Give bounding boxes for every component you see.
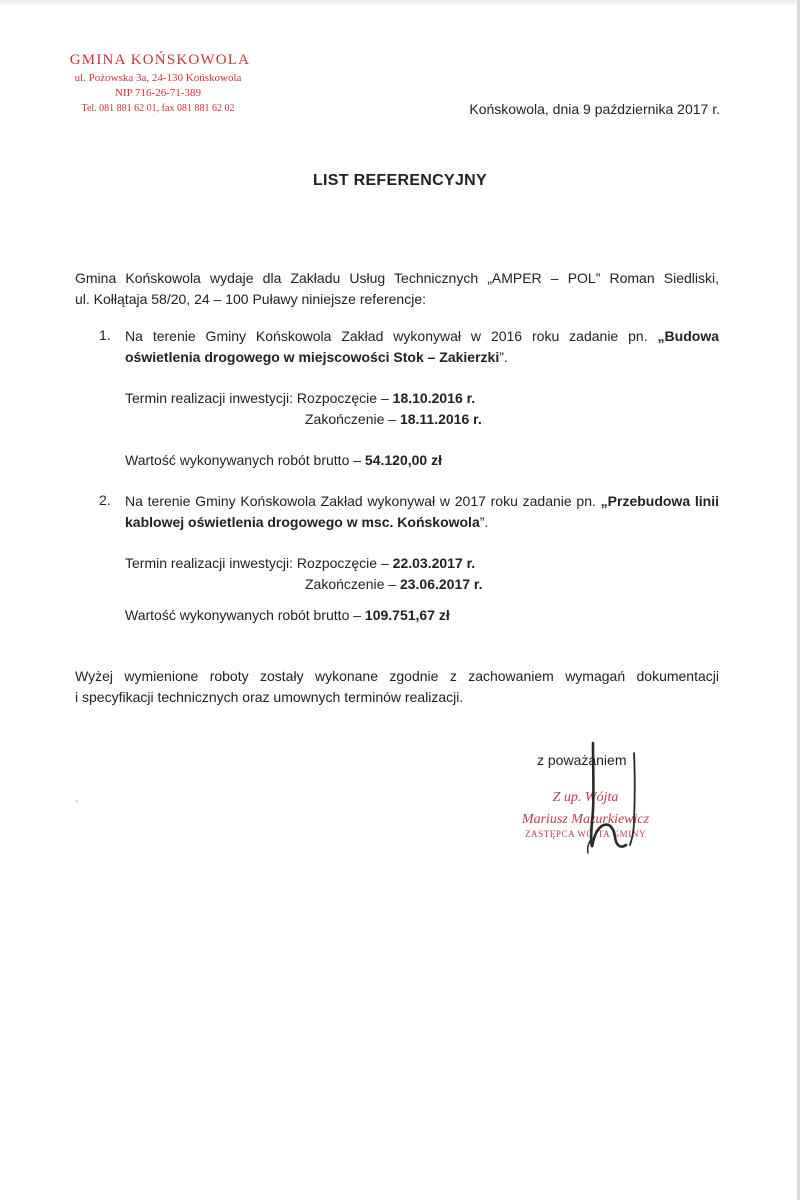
item-1-value — [125, 450, 442, 471]
intro-line-2: ul. Kołłątaja 58/20, 24 – 100 Puławy niniejsze referencje: — [75, 291, 426, 307]
item-1-line-1 — [125, 326, 719, 347]
scan-speck — [75, 800, 78, 803]
item-2-value-label: Wartość wykonywanych robót brutto – — [125, 607, 365, 623]
item-2-start-date: 22.03.2017 r. — [392, 555, 476, 571]
handwritten-signature — [560, 735, 650, 860]
item-1-value-amount: 54.120,00 zł — [364, 452, 442, 468]
item-1-term-end — [305, 409, 482, 430]
regards: z poważaniem — [537, 752, 627, 768]
item-2-term-start — [125, 553, 475, 574]
item-1-quote-end: ”. — [499, 349, 508, 365]
item-1-task-name: oświetlenia drogowego w miejscowości Stok – Zakierzki — [125, 349, 500, 365]
item-2-quote-end: ”. — [479, 514, 489, 530]
stamp-nip: NIP 716-26-71-389 — [114, 87, 202, 99]
item-2-task-name: kablowej oświetlenia drogowego w msc. Końskowola — [125, 514, 480, 530]
item-2-text: Na terenie Gminy Końskowola Zakład wykonywał w 2017 roku zadanie pn. — [125, 493, 601, 509]
item-2-end-label: Zakończenie – — [305, 576, 400, 592]
item-1-end-date: 18.11.2016 r. — [399, 411, 482, 427]
signature-stamp-authority: Z up. Wójta — [552, 790, 619, 805]
signature-stamp-role: ZASTĘPCA WÓJTA GMINY — [524, 829, 647, 839]
closing-line-2: i specyfikacji technicznych oraz umownych terminów realizacji. — [75, 689, 464, 705]
item-1-term-start — [125, 388, 475, 409]
intro-line-1: Gmina Końskowola wydaje dla Zakładu Usług Technicznych „AMPER – POL” Roman Siedliski, — [75, 270, 719, 286]
item-2-end-date: 23.06.2017 r. — [399, 576, 483, 592]
stamp-phone: Tel. 081 881 62 01, fax 081 881 62 02 — [81, 103, 235, 114]
item-1-text: Na terenie Gminy Końskowola Zakład wykonywał w 2016 roku zadanie pn. — [125, 328, 658, 344]
item-1-number: 1. — [99, 327, 111, 343]
item-2-value — [125, 605, 450, 626]
item-2-term-end — [305, 574, 482, 595]
item-1-end-label: Zakończenie – — [305, 411, 400, 427]
item-1-task-name-start: „Budowa — [657, 328, 719, 344]
signature-stamp-name: Mariusz Mazurkiewicz — [521, 812, 650, 827]
closing-line-1: Wyżej wymienione roboty zostały wykonane zgodnie z zachowaniem wymagań dokumentacji — [75, 668, 719, 684]
item-2-value-amount: 109.751,67 zł — [364, 607, 450, 623]
item-2-term-label: Termin realizacji inwestycji: Rozpoczęcie – — [125, 555, 393, 571]
municipality-stamp — [58, 52, 258, 116]
stamp-name: GMINA KOŃSKOWOLA — [69, 52, 251, 68]
item-2-line-1 — [125, 491, 719, 512]
item-1-line-2 — [125, 347, 508, 368]
item-2-task-name-start: „Przebudowa linii — [600, 493, 719, 509]
scan-edge — [0, 0, 800, 6]
item-1-value-label: Wartość wykonywanych robót brutto – — [125, 452, 365, 468]
document-date: Końskowola, dnia 9 października 2017 r. — [469, 101, 720, 117]
item-2-number: 2. — [99, 492, 111, 508]
stamp-address: ul. Pożowska 3a, 24-130 Końskowola — [74, 72, 242, 84]
document-title: LIST REFERENCYJNY — [312, 172, 487, 189]
item-1-start-date: 18.10.2016 r. — [392, 390, 476, 406]
item-1-term-label: Termin realizacji inwestycji: Rozpoczęcie – — [125, 390, 393, 406]
item-2-line-2 — [125, 512, 488, 533]
